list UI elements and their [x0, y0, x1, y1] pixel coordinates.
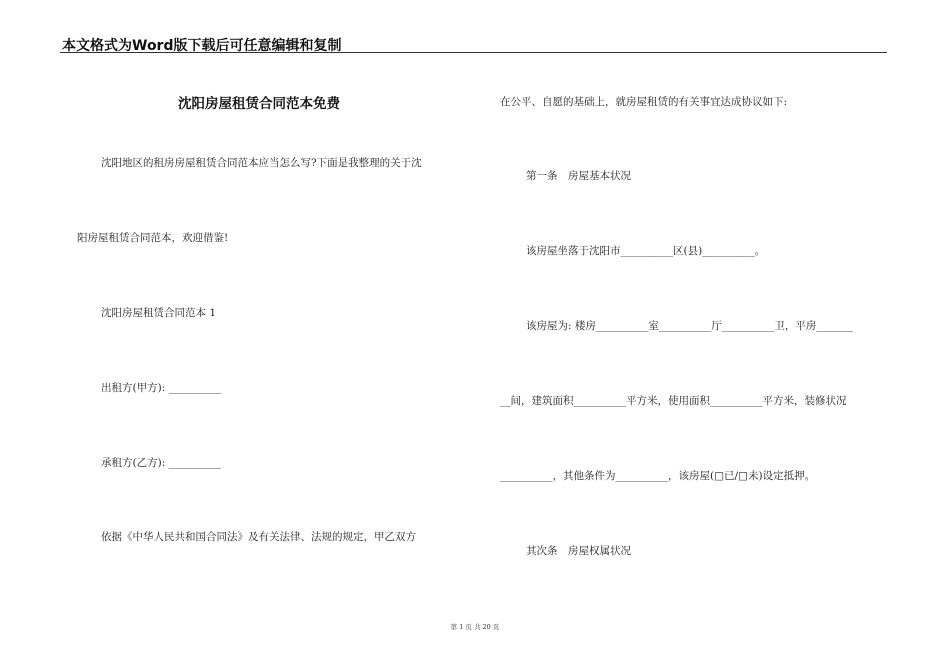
header-divider	[60, 52, 887, 53]
document-title: 沈阳房屋租赁合同范本免费	[178, 96, 340, 112]
right-line-article-1: 第一条 房屋基本状况	[526, 170, 631, 182]
left-line-6: 依据《中华人民共和国合同法》及有关法律、法规的规定，甲乙双方	[101, 531, 416, 543]
right-line-1: 在公平、自愿的基础上，就房屋租赁的有关事宜达成协议如下:	[500, 96, 788, 108]
left-line-3: 沈阳房屋租赁合同范本 1	[101, 307, 217, 319]
header-title: 本文格式为Word版下载后可任意编辑和复制	[62, 38, 342, 54]
right-line-3: 该房屋坐落于沈阳市__________区(县)__________。	[526, 245, 766, 257]
page-number: 第 1 页 共 20 页	[450, 623, 500, 631]
right-line-6: __________，其他条件为__________，该房屋(□已/□未)设定抵押。	[500, 470, 816, 482]
left-line-2: 阳房屋租赁合同范本，欢迎借鉴!	[77, 232, 229, 244]
right-line-4: 该房屋为: 楼房__________室__________厅__________卫，平房_______	[526, 320, 854, 332]
left-line-1: 沈阳地区的租房房屋租赁合同范本应当怎么写?下面是我整理的关于沈	[101, 157, 422, 169]
left-line-lessee: 承租方(乙方): __________	[101, 457, 222, 469]
right-line-article-2: 其次条 房屋权属状况	[526, 545, 631, 557]
right-line-5: __间，建筑面积__________平方米，使用面积__________平方米，装修状况	[500, 395, 847, 407]
left-line-lessor: 出租方(甲方): __________	[101, 382, 222, 394]
